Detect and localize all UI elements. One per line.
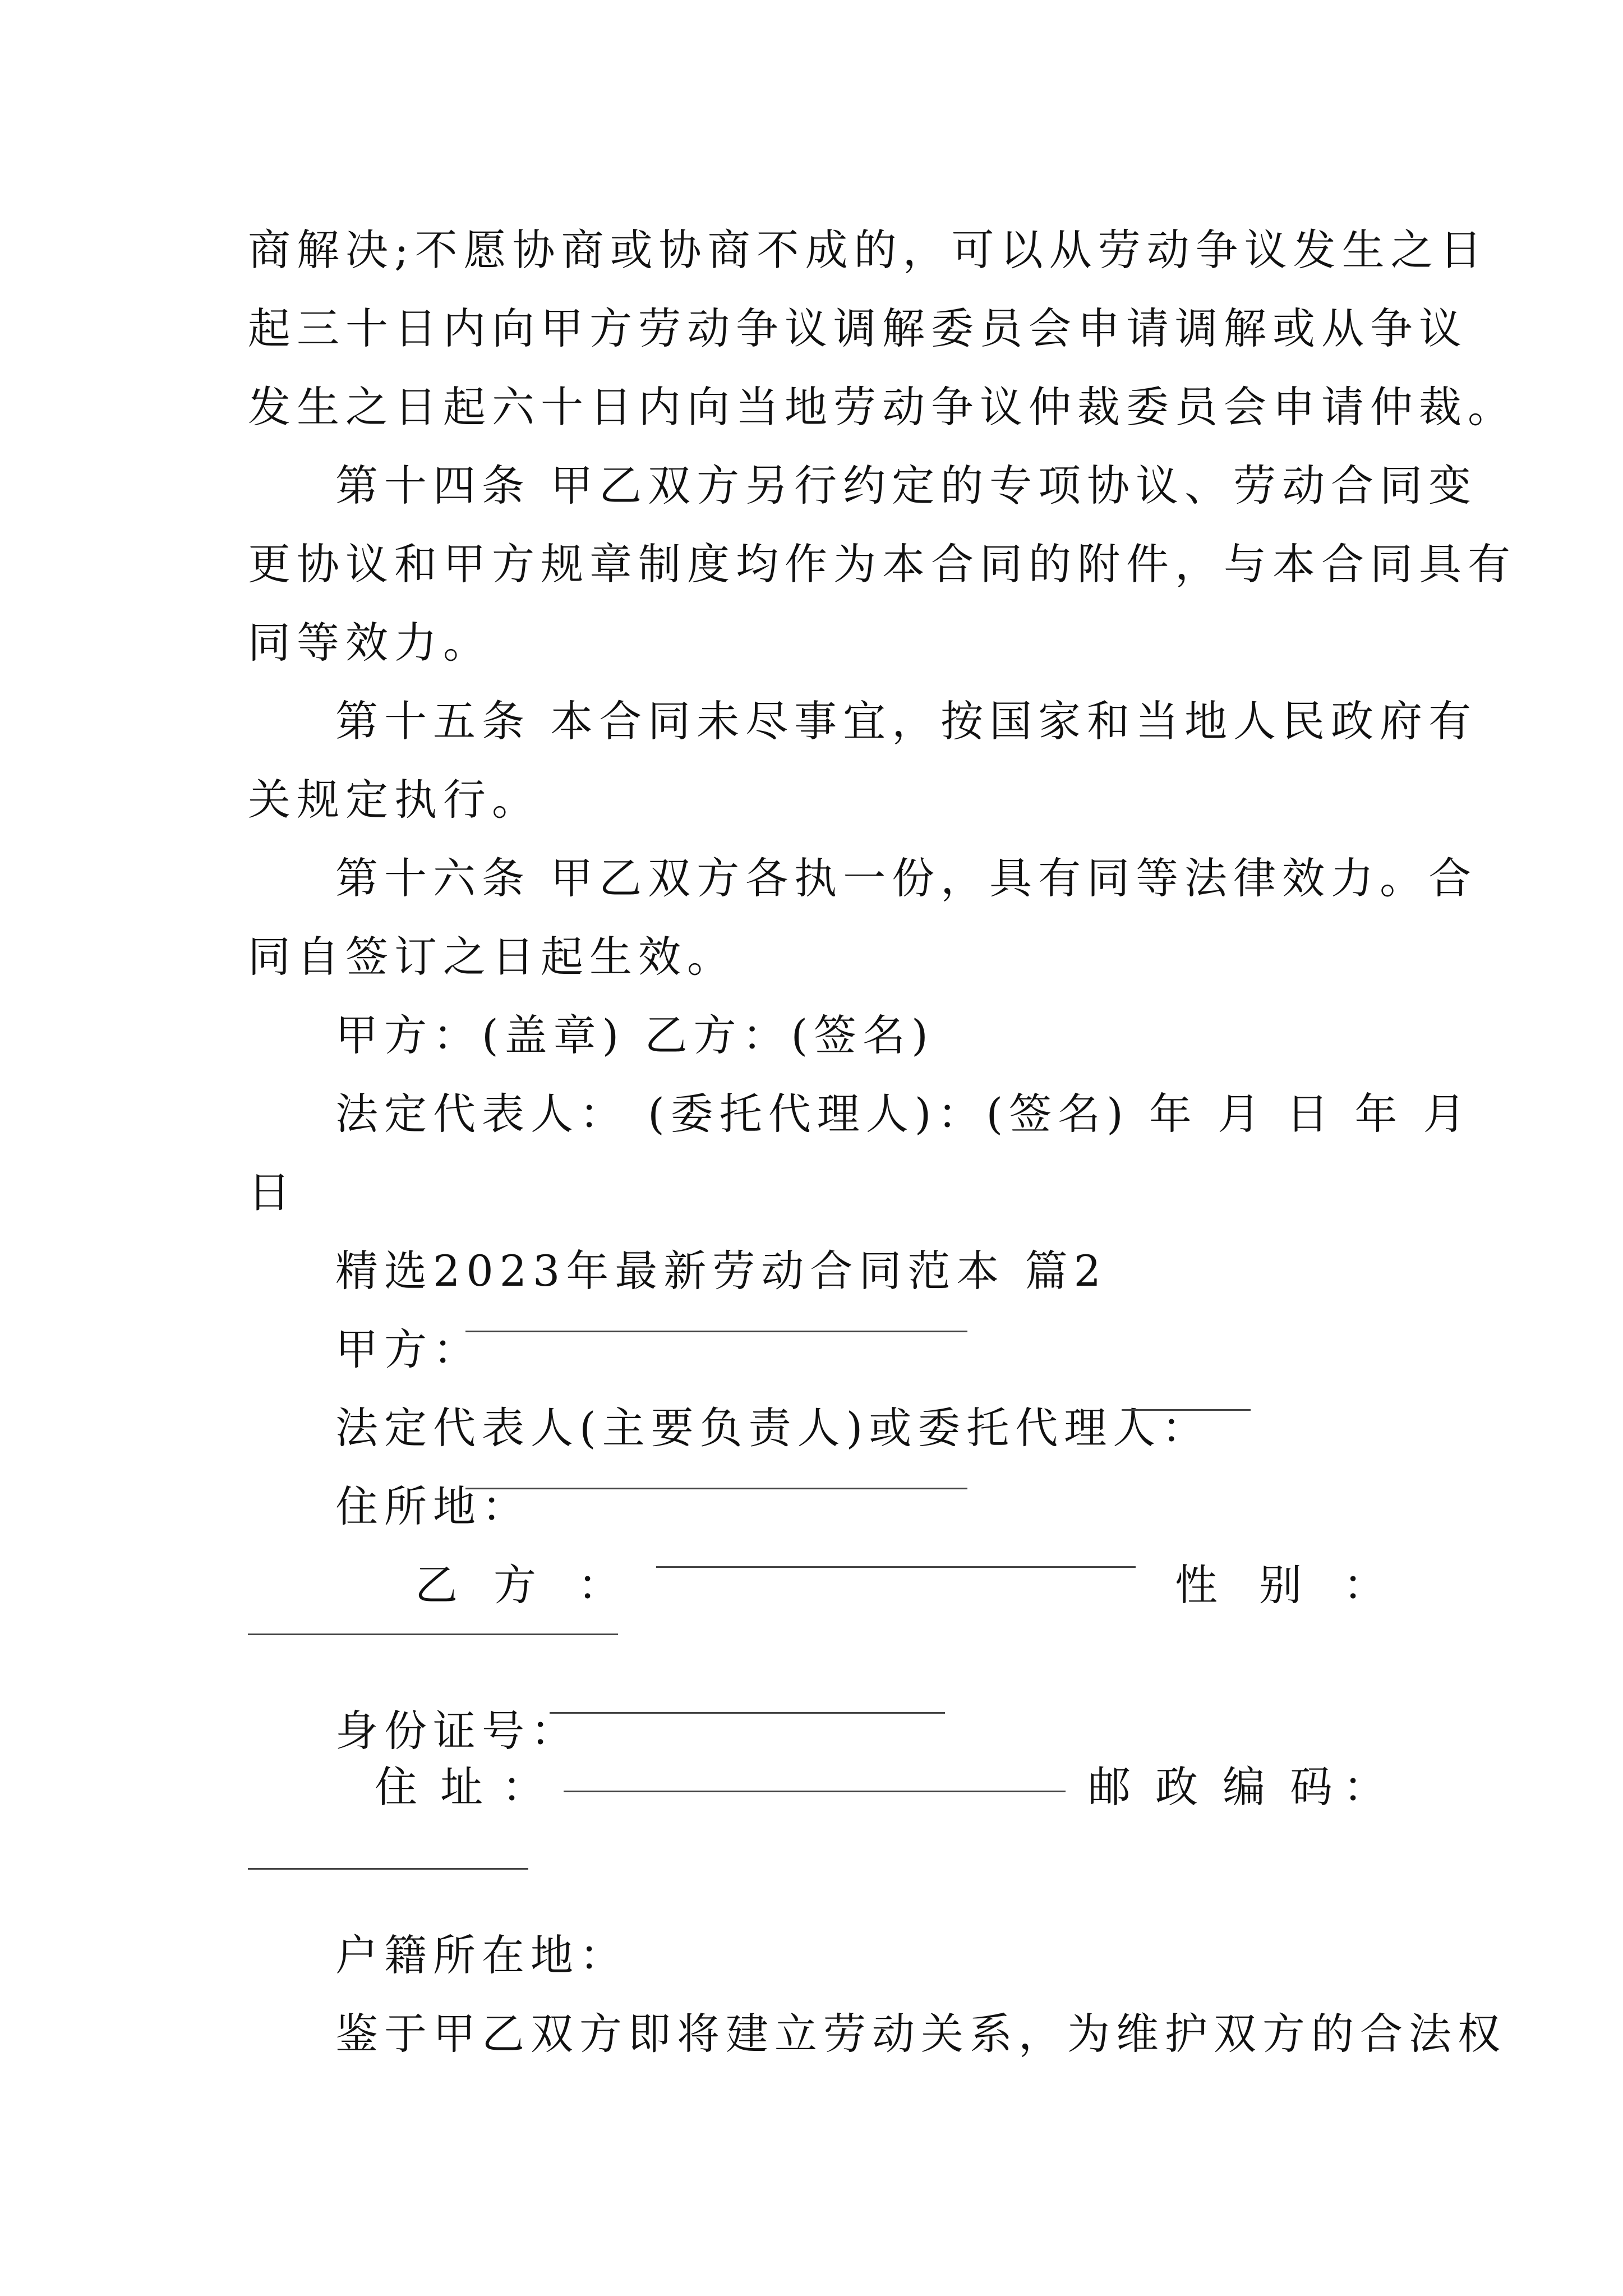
- address-blank[interactable]: [564, 1791, 1066, 1792]
- paragraph-line: 更协议和甲方规章制度均作为本合同的附件，与本合同具有: [248, 539, 1516, 589]
- article-15-line: 第十五条 本合同未尽事宜，按国家和当地人民政府有: [335, 696, 1478, 746]
- postcode-char: 邮: [1088, 1762, 1131, 1812]
- postcode-char: 码: [1290, 1762, 1332, 1812]
- gender-char: 性: [1175, 1560, 1218, 1610]
- address-colon: ：: [502, 1762, 545, 1812]
- signature-party-line: 甲方：(盖章) 乙方：(签名): [335, 1010, 934, 1060]
- gender-char: 别: [1259, 1560, 1302, 1610]
- gender-blank[interactable]: [248, 1634, 618, 1635]
- postcode-char: 政: [1155, 1762, 1198, 1812]
- address-char: 址: [440, 1762, 483, 1812]
- legal-representative-blank[interactable]: [1122, 1409, 1251, 1411]
- representative-date-line: 法定代表人： (委托代理人)：(签名) 年 月 日 年 月: [335, 1089, 1472, 1139]
- postcode-blank[interactable]: [248, 1868, 528, 1870]
- paragraph-line: 日: [248, 1167, 297, 1217]
- party-b-colon: ：: [578, 1560, 620, 1610]
- paragraph-line: 起三十日内向甲方劳动争议调解委员会申请调解或从争议: [248, 303, 1468, 353]
- id-number-blank[interactable]: [550, 1712, 945, 1714]
- article-14-line: 第十四条 甲乙双方另行约定的专项协议、劳动合同变: [335, 461, 1478, 510]
- domicile-blank[interactable]: [465, 1488, 967, 1489]
- postcode-char: 编: [1223, 1762, 1265, 1812]
- party-a-label: 甲方：: [335, 1324, 482, 1374]
- party-b-blank[interactable]: [656, 1566, 1136, 1568]
- paragraph-line: 同自签订之日起生效。: [248, 932, 736, 982]
- preamble-line: 鉴于甲乙双方即将建立劳动关系，为维护双方的合法权: [335, 2009, 1506, 2059]
- gender-colon: ：: [1343, 1560, 1386, 1610]
- household-registration-label: 户籍所在地：: [335, 1930, 628, 1980]
- party-b-char: 乙: [415, 1560, 458, 1610]
- legal-representative-label: 法定代表人(主要负责人)或委托代理人：: [335, 1403, 1211, 1453]
- party-b-char: 方: [494, 1560, 536, 1610]
- section-heading: 精选2023年最新劳动合同范本 篇2: [335, 1246, 1107, 1296]
- paragraph-line: 发生之日起六十日内向当地劳动争议仲裁委员会申请仲裁。: [248, 382, 1516, 432]
- party-a-blank[interactable]: [465, 1331, 967, 1332]
- paragraph-line: 关规定执行。: [248, 775, 541, 825]
- id-number-label: 身份证号：: [335, 1706, 579, 1756]
- domicile-label: 住所地：: [335, 1481, 531, 1531]
- postcode-colon: ：: [1343, 1762, 1386, 1812]
- paragraph-line: 同等效力。: [248, 618, 492, 668]
- address-char: 住: [375, 1762, 417, 1812]
- article-16-line: 第十六条 甲乙双方各执一份，具有同等法律效力。合: [335, 853, 1478, 903]
- paragraph-line: 商解决;不愿协商或协商不成的，可以从劳动争议发生之日: [248, 225, 1488, 275]
